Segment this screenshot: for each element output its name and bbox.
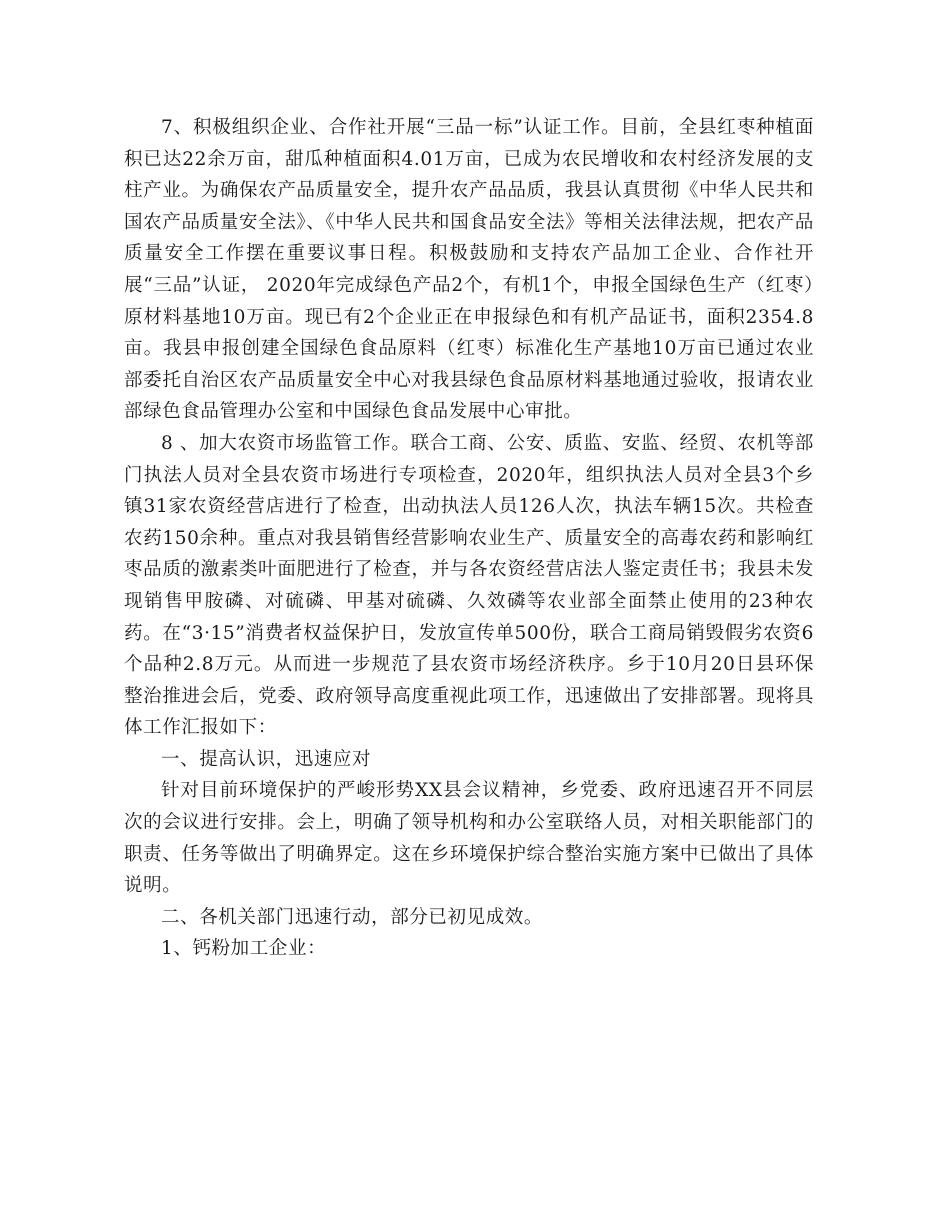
- paragraph-meeting: 针对目前环境保护的严峻形势XX县会议精神，乡党委、政府迅速召开不同层次的会议进行安排。会上，明确了领导机构和办公室联络人员，对相关职能部门的职责、任务等做出了明确界定。这在乡环境保护综合整治实施方案中已做出了具体说明。: [124, 780, 814, 897]
- section-heading-awareness: 一、提高认识，迅速应对: [161, 748, 372, 770]
- section-heading-action: 二、各机关部门迅速行动，部分已初见成效。: [161, 906, 544, 928]
- document-body: [124, 112, 814, 965]
- paragraph-certification: 7、积极组织企业、合作社开展“三品一标”认证工作。目前，全县红枣种植面积已达22余万亩，甜瓜种植面积4.01万亩，已成为农民增收和农村经济发展的支柱产业。为确保农产品质量安全，提升农产品品质，我县认真贯彻《中华人民共和国农产品质量安全法》、《中华人民共和国食品安全法》等相关法律法规，把农产品质量安全工作摆在重要议事日程。积极鼓励和支持农产品加工企业、合作社开展“三品”认证， 2020年完成绿色产品2个，有机1个，申报全国绿色生产（红枣）原材料基地10万亩。现已有2个企业正在申报绿色和有机产品证书，面积2354.8亩。我县申报创建全国绿色食品原料（红枣）标准化生产基地10万亩已通过农业部委托自治区农产品质量安全中心对我县绿色食品原材料基地通过验收，报请农业部绿色食品管理办公室和中国绿色食品发展中心审批。: [124, 117, 814, 423]
- subheading-calcium-powder: 1、钙粉加工企业：: [161, 938, 327, 960]
- paragraph-market-supervision: 8 、加大农资市场监管工作。联合工商、公安、质监、安监、经贸、农机等部门执法人员对全县农资市场进行专项检查，2020年，组织执法人员对全县3个乡镇31家农资经营店进行了检查，出动执法人员126人次，执法车辆15次。共检查农药150余种。重点对我县销售经营影响农业生产、质量安全的高毒农药和影响红枣品质的激素类叶面肥进行了检查，并与各农资经营店法人鉴定责任书；我县未发现销售甲胺磷、对硫磷、甲基对硫磷、久效磷等农业部全面禁止使用的23种农药。在“3·15”消费者权益保护日，发放宣传单500份，联合工商局销毁假劣农资6个品种2.8万元。从而进一步规范了县农资市场经济秩序。乡于10月20日县环保整治推进会后，党委、政府领导高度重视此项工作，迅速做出了安排部署。现将具体工作汇报如下：: [124, 432, 814, 739]
